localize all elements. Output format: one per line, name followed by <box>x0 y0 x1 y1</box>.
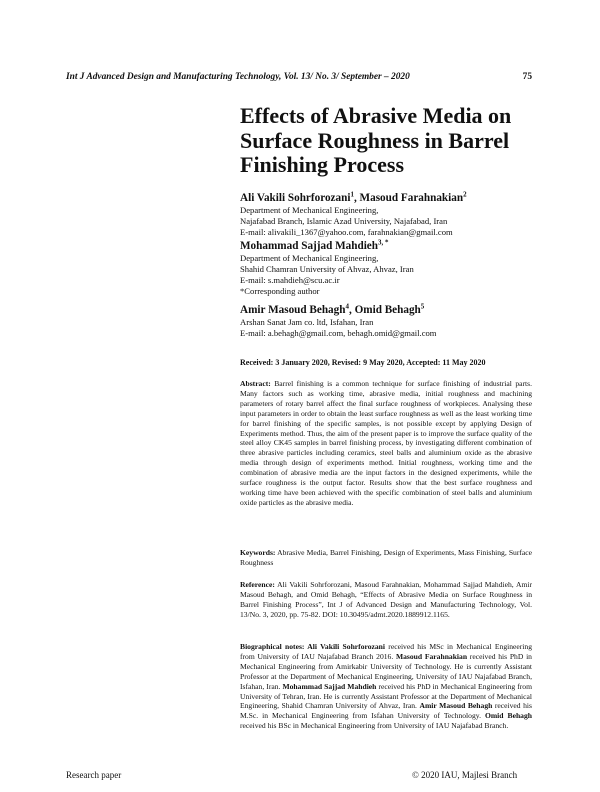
affiliation-line: Department of Mechanical Engineering, <box>240 205 379 215</box>
abstract <box>240 379 532 508</box>
author-names: Amir Masoud Behagh$^4$, Omid Behagh$^5$ <box>240 302 425 316</box>
journal-citation: Int J Advanced Design and Manufacturing Technology, Vol. 13/ No. 3/ September – 2020 <box>66 72 410 82</box>
bio-text: received his BSc in Mechanical Engineering from University of IAU Najafabad Branch. <box>240 721 509 731</box>
email-line: E-mail: a.behagh@gmail.com, behagh.omid@gmail.com <box>240 328 437 338</box>
bio-author-name: Ali Vakili Sohrforozani <box>304 642 386 651</box>
bio-text: received his PhD in Mechanical Engineering from Amirkabir University of Technology. He is currently Assistant Professor at the Department of Mechanical Engineering, University of IAU Najafabad Branch, Isfahan, Iran. <box>240 651 532 691</box>
running-header <box>66 72 532 82</box>
bio-author-name: Masoud Farahnakian <box>395 651 468 661</box>
email-line: E-mail: s.mahdieh@scu.ac.ir <box>240 275 340 285</box>
page-number: 75 <box>522 72 532 82</box>
bio-text: received his M.Sc. in Mechanical Engineering from Isfahan University of Technology. <box>240 701 532 721</box>
biographical-notes <box>240 642 532 731</box>
author-block-2 <box>240 239 540 297</box>
keywords <box>240 548 532 568</box>
footer-copyright: © 2020 IAU, Majlesi Branch <box>412 770 518 780</box>
affiliation-line: Arshan Sanat Jam co. ltd, Isfahan, Iran <box>240 317 374 327</box>
abstract-text: Barrel finishing is a common technique for surface finishing of industrial parts. Many factors such as working time, abrasive media, initial roughness and machining parameters of rotary barrel affect the final surface roughness of workpieces. Analysing these input parameters in order to obtain the least surface roughness as well as the least working time for barrel finishing of the specific samples, is not possible except by applying Design of Experiments method. Thus, the aim of the present paper is to improve the surface quality of the steel alloy CK45 samples in barrel finishing process, by investigating different combination of three abrasive particles including ceramics, steel balls and aluminium oxide as the abrasive media through design of experiments method. Initial roughness, working time and the combination of abrasive media are the input factors in the designed experiments, while the surface roughness is the output factor. Results show that the best surface roughness and working time have been achieved with the specific combination of steel balls and aluminium oxide particles as the abrasive media. <box>240 379 532 507</box>
keywords-label: Keywords: <box>240 548 276 557</box>
author-block-1 <box>240 191 540 238</box>
bio-text: received his PhD in Mechanical Engineering from University of Tehran, Iran. He is currently Assistant Professor at the Department of Mechanical Engineering, Shahid Chamran University of Ahvaz, Iran. <box>240 681 532 711</box>
reference <box>240 580 532 620</box>
abstract-label: Abstract: <box>240 379 271 388</box>
affiliation-line: Najafabad Branch, Islamic Azad University, Najafabad, Iran <box>240 216 448 226</box>
author-names: Ali Vakili Sohrforozani$^1$, Masoud Farahnakian$^2$ <box>240 190 467 204</box>
bio-author-name: Omid Behagh <box>484 711 532 721</box>
bio-label: Biographical notes: <box>240 642 305 651</box>
received-dates: Received: 3 January 2020, Revised: 9 May 2020, Accepted: 11 May 2020 <box>240 358 486 367</box>
bio-text: received his MSc in Mechanical Engineering from University of IAU Najafabad Branch 2016. <box>240 642 533 661</box>
email-line: E-mail: alivakili_1367@yahoo.com, farahnakian@gmail.com <box>240 227 453 237</box>
paper-title: Effects of Abrasive Media on Surface Roughness in Barrel Finishing Process <box>240 103 512 177</box>
affiliation-line: Department of Mechanical Engineering, <box>240 253 379 263</box>
footer-paper-type: Research paper <box>66 770 122 780</box>
reference-label: Reference: <box>240 580 275 589</box>
affiliation-line: Shahid Chamran University of Ahvaz, Ahvaz, Iran <box>240 264 414 274</box>
keywords-text: Abrasive Media, Barrel Finishing, Design of Experiments, Mass Finishing, Surface Roughness <box>240 548 533 567</box>
author-names: Mohammad Sajjad Mahdieh$^{3, *}$ <box>240 238 389 252</box>
corresponding-note: *Corresponding author <box>240 286 320 296</box>
bio-author-name: Amir Masoud Behagh <box>419 701 493 711</box>
reference-text: Ali Vakili Sohrforozani, Masoud Farahnakian, Mohammad Sajjad Mahdieh, Amir Masoud Behagh, and Omid Behagh, “Effects of Abrasive Media on Surface Roughness in Barrel Finishing Process”, Int J of Advanced Design and Manufacturing Technology, Vol. 13/No. 3, 2020, pp. 75-82. DOI: 10.30495/admt.2020.1889912.1165. <box>240 580 533 619</box>
bio-author-name: Mohammad Sajjad Mahdieh <box>282 681 377 691</box>
author-block-3 <box>240 303 540 339</box>
